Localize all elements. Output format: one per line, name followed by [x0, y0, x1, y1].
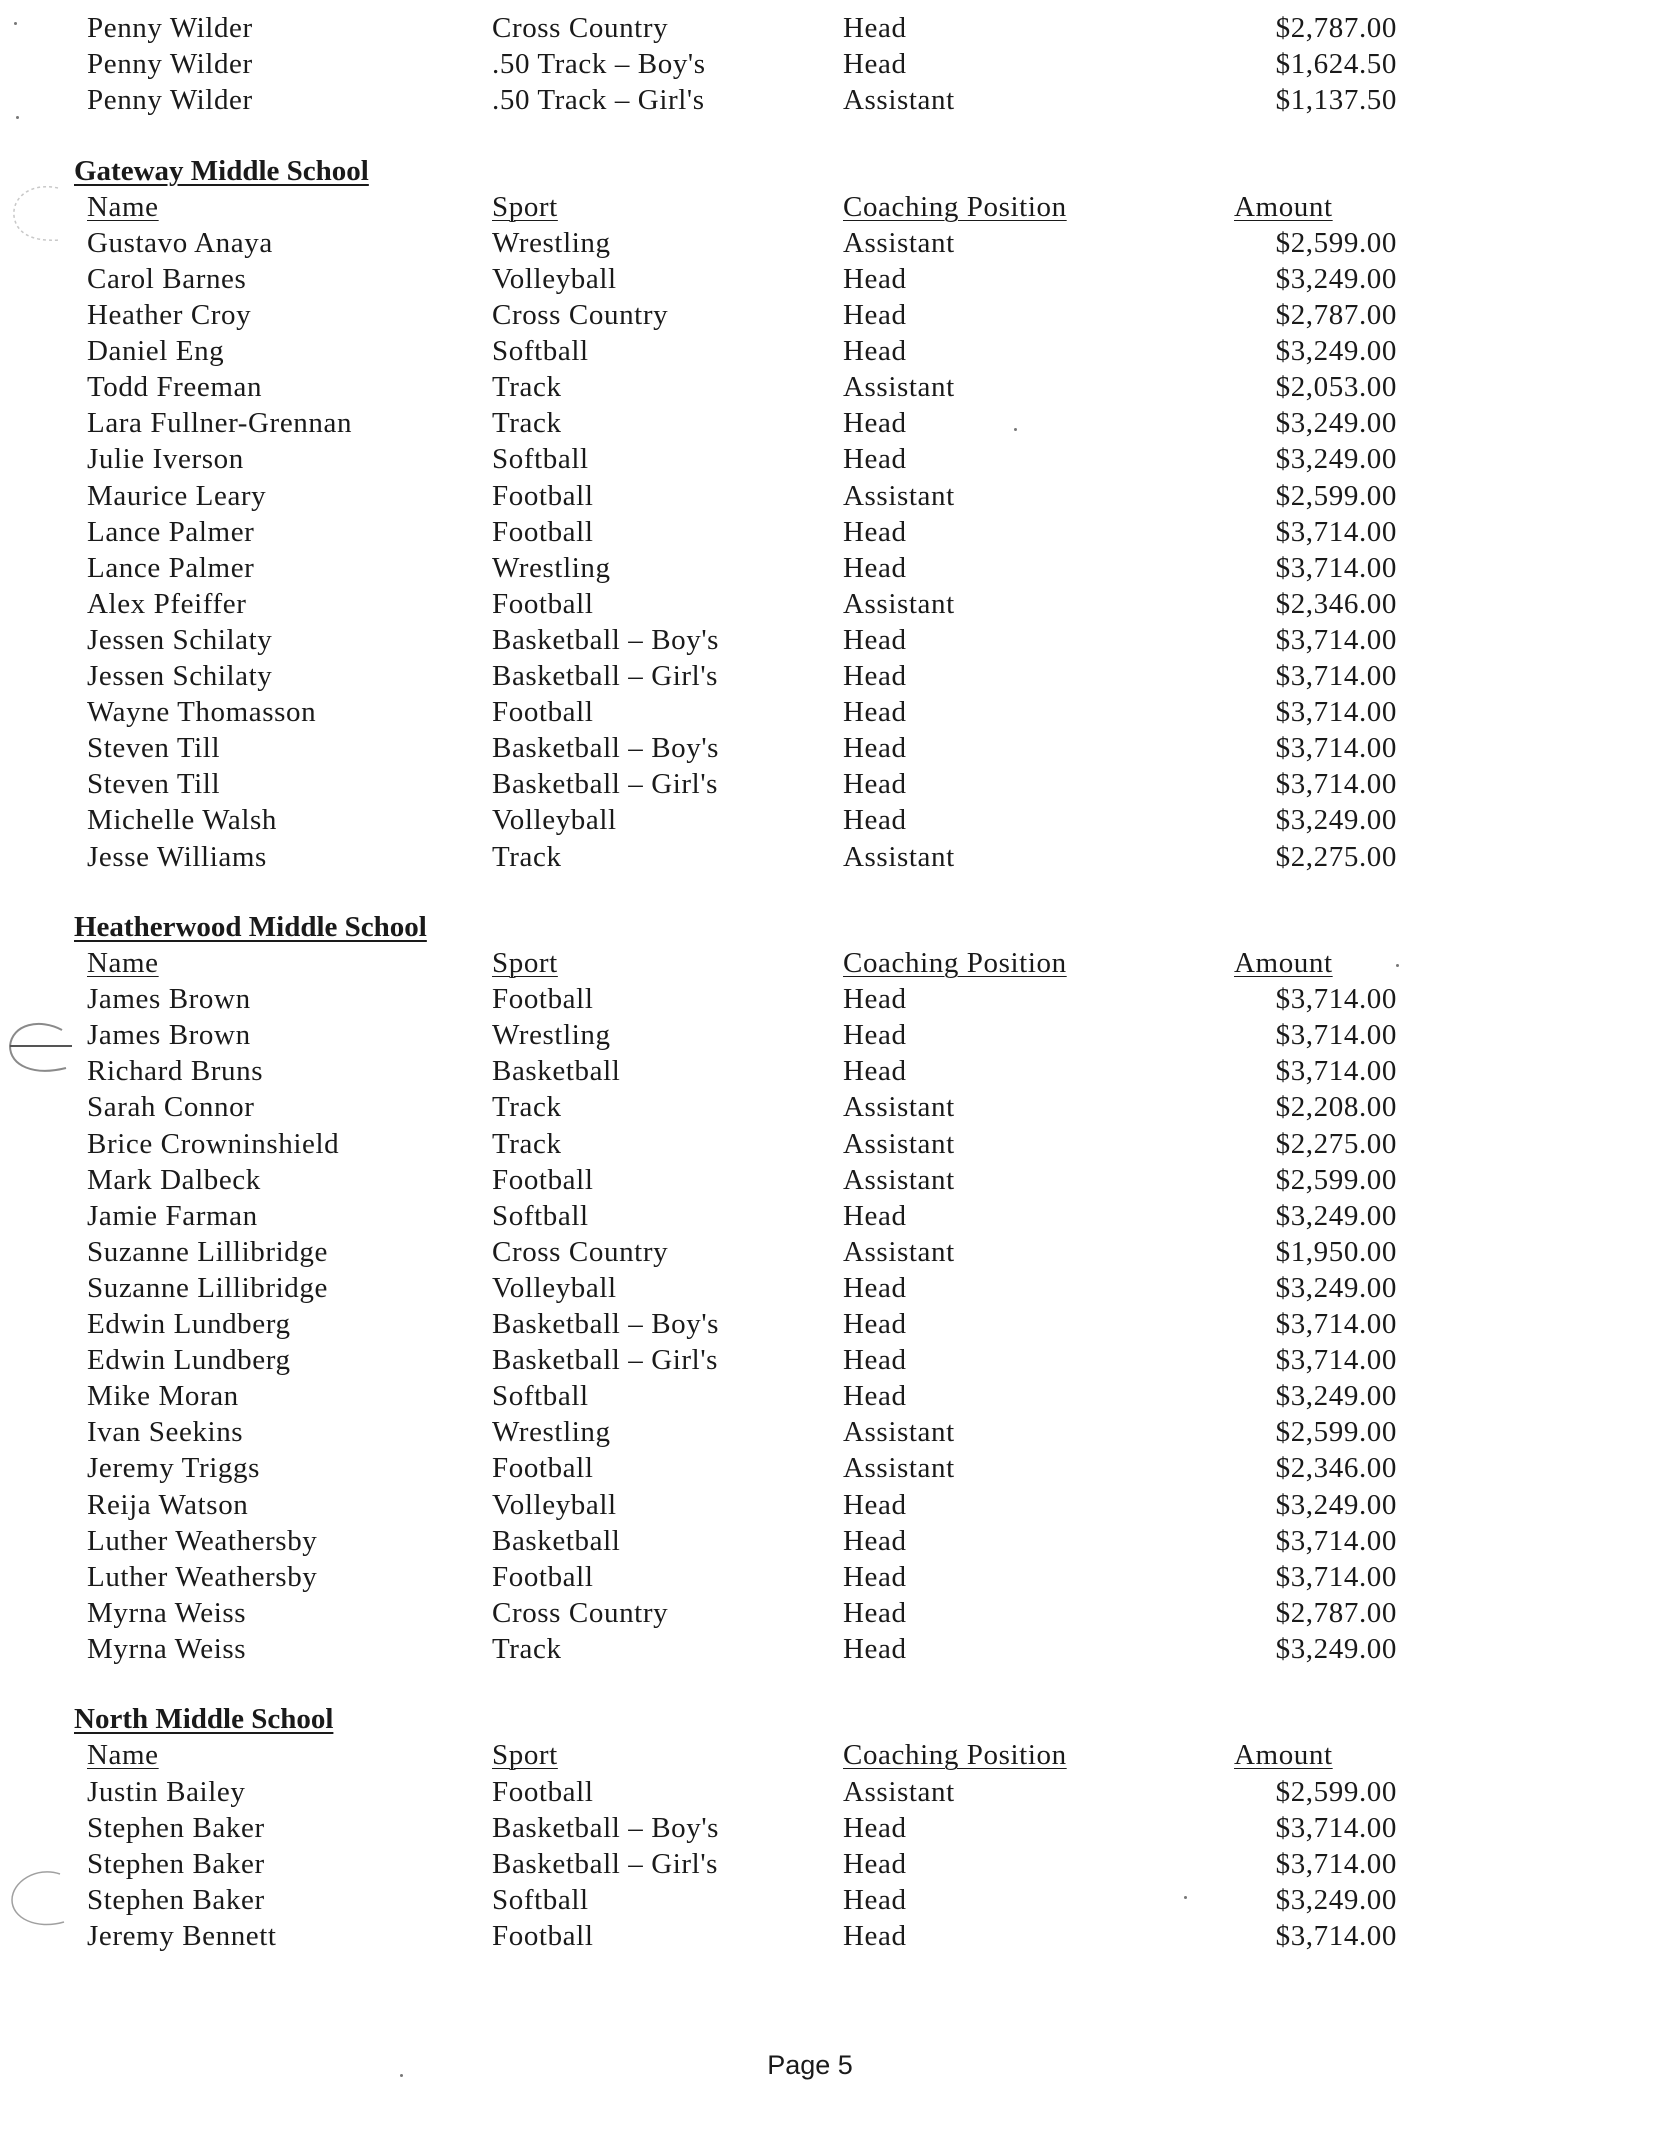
cell-name: Richard Bruns	[87, 1055, 264, 1088]
cell-sport: Basketball – Girl's	[492, 1847, 719, 1880]
cell-amount: $3,249.00	[1275, 1488, 1397, 1521]
cell-sport: Volleyball	[492, 1271, 617, 1304]
cell-amount: $2,787.00	[1275, 299, 1397, 331]
table-row	[0, 730, 1664, 766]
cell-sport: Football	[492, 983, 594, 1016]
table-row	[0, 82, 1664, 118]
school-title: North Middle School	[74, 1703, 334, 1736]
cell-amount: $3,714.00	[1275, 1308, 1397, 1340]
table-row	[0, 622, 1664, 658]
cell-sport: Wrestling	[492, 1019, 611, 1052]
cell-amount: $3,249.00	[1275, 804, 1397, 837]
cell-coaching-position: Assistant	[843, 1091, 955, 1124]
cell-sport: .50 Track – Girl's	[492, 84, 705, 117]
cell-coaching-position: Assistant	[843, 1127, 955, 1160]
cell-name: Ivan Seekins	[87, 1416, 244, 1449]
table-row	[0, 550, 1664, 586]
cell-name: Suzanne Lillibridge	[87, 1271, 328, 1304]
cell-coaching-position: Head	[843, 551, 907, 584]
cell-name: James Brown	[87, 983, 251, 1016]
table-row	[0, 1378, 1664, 1414]
table-row	[0, 514, 1664, 550]
cell-sport: Track	[492, 1127, 562, 1160]
header-amount: Amount	[1234, 1739, 1333, 1772]
cell-name: Lance Palmer	[87, 515, 255, 548]
cell-sport: Football	[492, 1919, 594, 1952]
cell-sport: Cross Country	[492, 299, 669, 331]
cell-coaching-position: Head	[843, 1883, 907, 1916]
cell-coaching-position: Assistant	[843, 1775, 955, 1808]
cell-amount: $3,714.00	[1275, 696, 1397, 729]
cell-sport: Wrestling	[492, 226, 611, 259]
table-row	[0, 225, 1664, 261]
cell-coaching-position: Head	[843, 1271, 907, 1304]
cell-coaching-position: Head	[843, 1632, 907, 1665]
cell-sport: Softball	[492, 443, 589, 476]
cell-coaching-position: Head	[843, 804, 907, 837]
cell-coaching-position: Head	[843, 1847, 907, 1880]
table-row	[0, 369, 1664, 405]
cell-sport: Cross Country	[492, 1596, 669, 1629]
header-coaching-position: Coaching Position	[843, 947, 1067, 979]
cell-amount: $3,714.00	[1275, 983, 1397, 1016]
cell-name: Penny Wilder	[87, 48, 253, 81]
cell-sport: .50 Track – Boy's	[492, 48, 706, 81]
cell-coaching-position: Head	[843, 1488, 907, 1521]
cell-amount: $2,599.00	[1275, 1416, 1397, 1449]
header-sport: Sport	[492, 1739, 558, 1772]
cell-sport: Basketball	[492, 1055, 621, 1088]
header-coaching-position: Coaching Position	[843, 190, 1067, 223]
cell-amount: $2,599.00	[1275, 226, 1397, 259]
cell-amount: $3,714.00	[1275, 551, 1397, 584]
cell-amount: $2,787.00	[1275, 1596, 1397, 1629]
cell-sport: Football	[492, 515, 594, 548]
cell-amount: $3,714.00	[1275, 515, 1397, 548]
header-name: Name	[87, 947, 159, 979]
table-row	[0, 1342, 1664, 1378]
cell-name: Lance Palmer	[87, 551, 255, 584]
cell-sport: Basketball – Boy's	[492, 623, 720, 656]
cell-amount: $3,249.00	[1275, 1380, 1397, 1413]
cell-name: Edwin Lundberg	[87, 1308, 291, 1340]
table-header-row	[0, 945, 1664, 981]
cell-name: Stephen Baker	[87, 1883, 265, 1916]
table-row	[0, 981, 1664, 1017]
cell-amount: $3,249.00	[1275, 335, 1397, 368]
table-row	[0, 1882, 1664, 1918]
cell-name: Alex Pfeiffer	[87, 587, 247, 620]
cell-coaching-position: Head	[843, 335, 907, 368]
cell-coaching-position: Head	[843, 983, 907, 1016]
cell-amount: $2,208.00	[1275, 1091, 1397, 1124]
cell-coaching-position: Assistant	[843, 1416, 955, 1449]
cell-sport: Basketball – Girl's	[492, 660, 719, 692]
cell-amount: $1,950.00	[1275, 1235, 1397, 1268]
cell-amount: $3,714.00	[1275, 732, 1397, 765]
cell-coaching-position: Head	[843, 443, 907, 476]
cell-amount: $3,714.00	[1275, 1055, 1397, 1088]
cell-coaching-position: Head	[843, 623, 907, 656]
cell-name: Edwin Lundberg	[87, 1344, 291, 1377]
table-row	[0, 1414, 1664, 1450]
table-row	[0, 1017, 1664, 1053]
cell-sport: Track	[492, 1091, 562, 1124]
table-row	[0, 46, 1664, 82]
cell-coaching-position: Head	[843, 1811, 907, 1844]
table-row	[0, 1053, 1664, 1089]
cell-coaching-position: Assistant	[843, 1235, 955, 1268]
table-row	[0, 1270, 1664, 1306]
cell-coaching-position: Head	[843, 1560, 907, 1593]
cell-sport: Wrestling	[492, 551, 611, 584]
cell-coaching-position: Head	[843, 262, 907, 295]
header-coaching-position: Coaching Position	[843, 1739, 1067, 1772]
cell-coaching-position: Head	[843, 48, 907, 81]
cell-amount: $3,249.00	[1275, 262, 1397, 295]
cell-sport: Football	[492, 587, 594, 620]
cell-amount: $1,624.50	[1275, 48, 1397, 81]
cell-amount: $1,137.50	[1275, 84, 1397, 117]
table-row	[0, 1774, 1664, 1810]
cell-coaching-position: Head	[843, 515, 907, 548]
cell-sport: Track	[492, 840, 562, 873]
cell-name: Jessen Schilaty	[87, 623, 273, 656]
cell-name: Penny Wilder	[87, 84, 253, 117]
cell-sport: Basketball – Girl's	[492, 1344, 719, 1377]
cell-amount: $3,714.00	[1275, 768, 1397, 801]
cell-amount: $3,249.00	[1275, 1271, 1397, 1304]
cell-sport: Cross Country	[492, 1235, 669, 1268]
cell-amount: $2,787.00	[1275, 12, 1397, 44]
cell-sport: Volleyball	[492, 1488, 617, 1521]
cell-name: Penny Wilder	[87, 12, 253, 44]
cell-coaching-position: Assistant	[843, 371, 955, 404]
cell-sport: Football	[492, 696, 594, 729]
header-amount: Amount	[1234, 947, 1333, 979]
cell-sport: Track	[492, 1632, 562, 1665]
cell-coaching-position: Head	[843, 1308, 907, 1340]
cell-coaching-position: Head	[843, 768, 907, 801]
cell-amount: $3,714.00	[1275, 1524, 1397, 1557]
cell-amount: $2,346.00	[1275, 587, 1397, 620]
cell-amount: $3,714.00	[1275, 1019, 1397, 1052]
school-title: Gateway Middle School	[74, 154, 369, 187]
cell-coaching-position: Head	[843, 696, 907, 729]
cell-sport: Cross Country	[492, 12, 669, 44]
table-row	[0, 1631, 1664, 1667]
cell-name: Myrna Weiss	[87, 1632, 247, 1665]
table-row	[0, 441, 1664, 477]
cell-name: Reija Watson	[87, 1488, 249, 1521]
cell-sport: Track	[492, 371, 562, 404]
cell-name: Julie Iverson	[87, 443, 244, 476]
school-title: Heatherwood Middle School	[74, 910, 427, 943]
cell-coaching-position: Head	[843, 12, 907, 44]
table-row	[0, 766, 1664, 802]
cell-coaching-position: Head	[843, 299, 907, 331]
cell-sport: Volleyball	[492, 804, 617, 837]
table-row	[0, 1126, 1664, 1162]
table-row	[0, 802, 1664, 838]
cell-amount: $3,249.00	[1275, 1883, 1397, 1916]
header-sport: Sport	[492, 190, 558, 223]
cell-amount: $3,714.00	[1275, 660, 1397, 692]
table-row	[0, 694, 1664, 730]
cell-name: Justin Bailey	[87, 1775, 246, 1808]
cell-name: Stephen Baker	[87, 1847, 265, 1880]
cell-coaching-position: Assistant	[843, 840, 955, 873]
cell-sport: Football	[492, 479, 594, 512]
cell-name: Suzanne Lillibridge	[87, 1235, 328, 1268]
cell-coaching-position: Head	[843, 1199, 907, 1232]
cell-sport: Football	[492, 1775, 594, 1808]
cell-name: Heather Croy	[87, 299, 252, 331]
cell-amount: $3,714.00	[1275, 1560, 1397, 1593]
cell-name: Mark Dalbeck	[87, 1163, 261, 1196]
cell-sport: Track	[492, 407, 562, 440]
cell-coaching-position: Assistant	[843, 226, 955, 259]
cell-sport: Football	[492, 1452, 594, 1485]
cell-sport: Basketball – Boy's	[492, 1308, 720, 1340]
table-row	[0, 586, 1664, 622]
table-row	[0, 1306, 1664, 1342]
cell-coaching-position: Head	[843, 660, 907, 692]
cell-name: Brice Crowninshield	[87, 1127, 340, 1160]
table-row	[0, 1487, 1664, 1523]
cell-sport: Basketball – Girl's	[492, 768, 719, 801]
cell-amount: $3,714.00	[1275, 1344, 1397, 1377]
header-name: Name	[87, 190, 159, 223]
cell-name: Jeremy Bennett	[87, 1919, 277, 1952]
cell-name: Todd Freeman	[87, 371, 263, 404]
cell-coaching-position: Head	[843, 1596, 907, 1629]
cell-amount: $2,275.00	[1275, 840, 1397, 873]
cell-sport: Softball	[492, 1199, 589, 1232]
cell-coaching-position: Assistant	[843, 84, 955, 117]
cell-sport: Softball	[492, 1883, 589, 1916]
cell-amount: $3,249.00	[1275, 1632, 1397, 1665]
cell-name: Maurice Leary	[87, 479, 267, 512]
table-row	[0, 333, 1664, 369]
cell-coaching-position: Assistant	[843, 1163, 955, 1196]
cell-amount: $3,249.00	[1275, 443, 1397, 476]
header-amount: Amount	[1234, 190, 1333, 223]
cell-sport: Softball	[492, 335, 589, 368]
cell-coaching-position: Head	[843, 407, 907, 440]
table-row	[0, 1559, 1664, 1595]
cell-sport: Basketball – Boy's	[492, 732, 720, 765]
cell-sport: Wrestling	[492, 1416, 611, 1449]
table-row	[0, 1162, 1664, 1198]
cell-sport: Football	[492, 1163, 594, 1196]
page-number: Page 5	[767, 2050, 853, 2080]
cell-amount: $2,346.00	[1275, 1452, 1397, 1485]
cell-coaching-position: Head	[843, 1380, 907, 1413]
table-row	[0, 1234, 1664, 1270]
cell-amount: $3,714.00	[1275, 623, 1397, 656]
cell-amount: $3,714.00	[1275, 1811, 1397, 1844]
cell-amount: $2,599.00	[1275, 1775, 1397, 1808]
cell-amount: $3,714.00	[1275, 1847, 1397, 1880]
table-row	[0, 478, 1664, 514]
cell-name: Steven Till	[87, 768, 221, 801]
cell-coaching-position: Head	[843, 732, 907, 765]
table-row	[0, 405, 1664, 441]
cell-name: Steven Till	[87, 732, 221, 765]
cell-coaching-position: Assistant	[843, 587, 955, 620]
cell-name: Jamie Farman	[87, 1199, 258, 1232]
header-sport: Sport	[492, 947, 558, 979]
cell-name: Gustavo Anaya	[87, 226, 273, 259]
cell-name: Sarah Connor	[87, 1091, 255, 1124]
cell-name: Mike Moran	[87, 1380, 239, 1413]
cell-sport: Volleyball	[492, 262, 617, 295]
table-row	[0, 1846, 1664, 1882]
cell-name: Wayne Thomasson	[87, 696, 317, 729]
cell-amount: $2,275.00	[1275, 1127, 1397, 1160]
cell-amount: $2,599.00	[1275, 479, 1397, 512]
table-row	[0, 1918, 1664, 1954]
table-header-row	[0, 1737, 1664, 1773]
table-row	[0, 839, 1664, 875]
cell-name: Jesse Williams	[87, 840, 267, 873]
cell-name: Jeremy Triggs	[87, 1452, 260, 1485]
cell-coaching-position: Head	[843, 1524, 907, 1557]
table-row	[0, 658, 1664, 694]
table-row	[0, 10, 1664, 46]
cell-name: Luther Weathersby	[87, 1560, 318, 1593]
cell-name: Lara Fullner-Grennan	[87, 407, 353, 440]
table-row	[0, 297, 1664, 333]
table-row	[0, 1450, 1664, 1486]
cell-amount: $2,053.00	[1275, 371, 1397, 404]
cell-name: Jessen Schilaty	[87, 660, 273, 692]
cell-coaching-position: Head	[843, 1344, 907, 1377]
cell-name: Myrna Weiss	[87, 1596, 247, 1629]
cell-sport: Football	[492, 1560, 594, 1593]
cell-name: James Brown	[87, 1019, 251, 1052]
cell-name: Daniel Eng	[87, 335, 225, 368]
cell-amount: $3,249.00	[1275, 1199, 1397, 1232]
table-row	[0, 1523, 1664, 1559]
header-name: Name	[87, 1739, 159, 1772]
cell-coaching-position: Head	[843, 1055, 907, 1088]
table-row	[0, 261, 1664, 297]
cell-amount: $3,249.00	[1275, 407, 1397, 440]
cell-coaching-position: Head	[843, 1019, 907, 1052]
cell-name: Stephen Baker	[87, 1811, 265, 1844]
table-row	[0, 1198, 1664, 1234]
cell-sport: Basketball	[492, 1524, 621, 1557]
cell-sport: Basketball – Boy's	[492, 1811, 720, 1844]
cell-amount: $2,599.00	[1275, 1163, 1397, 1196]
cell-coaching-position: Head	[843, 1919, 907, 1952]
cell-amount: $3,714.00	[1275, 1919, 1397, 1952]
table-row	[0, 1595, 1664, 1631]
table-row	[0, 1810, 1664, 1846]
table-row	[0, 1089, 1664, 1125]
cell-name: Carol Barnes	[87, 262, 247, 295]
cell-name: Luther Weathersby	[87, 1524, 318, 1557]
cell-coaching-position: Assistant	[843, 479, 955, 512]
cell-coaching-position: Assistant	[843, 1452, 955, 1485]
cell-name: Michelle Walsh	[87, 804, 277, 837]
table-header-row	[0, 189, 1664, 225]
cell-sport: Softball	[492, 1380, 589, 1413]
